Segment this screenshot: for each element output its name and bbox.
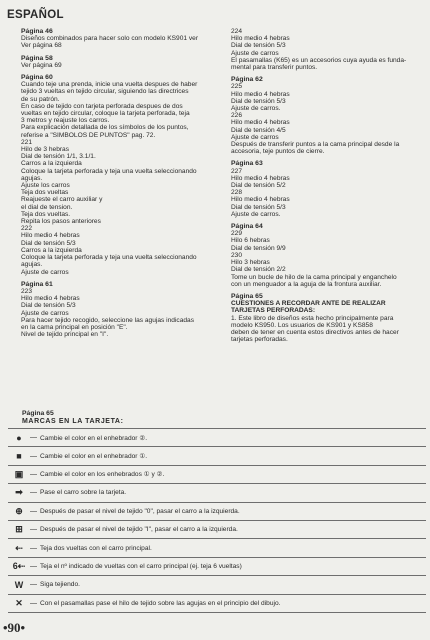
text-line: Diseños combinados para hacer solo con modelo KS901 ver [21, 35, 199, 43]
text-line: 221 [21, 138, 33, 146]
section-heading: Página 65 [231, 292, 263, 300]
text-line: Hilo medio 4 hebras [231, 90, 290, 98]
section-block [231, 160, 421, 218]
text-line: 223 [21, 287, 33, 295]
section-heading: Página 60 [21, 74, 53, 82]
text-line: Dial de tensión 4/5 [231, 126, 286, 134]
text-line: Ajuste de carros [231, 133, 279, 141]
text-line: con un menguador a la aguja de la frontura auxiliar. [231, 280, 382, 288]
filled-square-icon: ■ [16, 451, 22, 462]
marks-title: MARCAS EN LA TARJETA: [22, 418, 124, 425]
section-heading: Página 64 [231, 223, 263, 231]
text-line: Dial de tensión 5/3 [231, 203, 286, 211]
text-line: Coloque la tarjeta perforada y teja una vuelta seleccionando [21, 167, 197, 175]
dash-separator: — [30, 562, 37, 570]
needle-level-i-icon: ⊞ [15, 524, 23, 535]
section-block [21, 28, 211, 50]
text-line: Tome un bucle de hilo de la cama principal y enganchelo [231, 273, 397, 281]
text-line: Teja dos vueltas [21, 189, 69, 197]
text-line: Hilo 6 hebras [231, 237, 270, 245]
text-line: tejido 3 vueltas en tejido circular, siguiendo las directrices [21, 88, 189, 96]
square-dot-icon: ▣ [14, 468, 24, 479]
legend-text: Cambie el color en el enhebrador ①. [40, 453, 148, 461]
text-line: En caso de tejido con tarjeta perforada despues de dos [21, 102, 183, 110]
section-caps-title: CUESTIONES A RECORDAR ANTE DE REALIZAR [231, 300, 386, 308]
legend-text: Con el pasamallas pase el hilo de tejido sobre las agujas en el principio del dibujo. [40, 599, 281, 607]
text-line: Hilo 3 hebras [231, 259, 270, 267]
text-line: 225 [231, 83, 243, 91]
text-line: Después de transferir puntos a la cama principal desde la [231, 141, 400, 149]
text-line: Hilo medio 4 hebras [231, 196, 290, 204]
legend-row [8, 465, 426, 483]
text-line: Ajuste de carros. [231, 210, 281, 218]
text-line: referise a "SIMBOLOS DE PUNTOS" pag. 72. [21, 131, 156, 139]
text-line: Ver página 69 [21, 61, 62, 69]
text-line: Carros a la izquierda [21, 246, 82, 254]
text-line: Para explicación detallada de los símbolos de los puntos, [21, 124, 189, 132]
text-line: Cuando teje una prenda, inicie una vuelta despues de haber [21, 81, 198, 89]
cross-icon: ✕ [15, 597, 23, 608]
text-line: Coloque la tarjeta perforada y teja una vuelta seleccionando [21, 254, 197, 262]
text-line: agujas. [21, 174, 43, 182]
legend-text: Pase el carro sobre la tarjeta. [40, 489, 127, 497]
text-line: Dial de tensión 2/2 [231, 266, 286, 274]
needle-level-o-icon: ⊕ [15, 505, 23, 516]
legend-row [8, 520, 426, 538]
text-line: 3 metros y reajuste los carros. [21, 117, 110, 125]
section-heading: Página 46 [21, 28, 53, 35]
text-line: deben de tener en cuenta estos directivos antes de hacer [231, 328, 399, 336]
text-line: 229 [231, 230, 243, 238]
text-line: Hilo medio 4 hebras [231, 119, 290, 127]
section-heading: Página 62 [231, 76, 263, 84]
dash-separator: — [30, 599, 37, 607]
text-line: Reajueste el carro auxiliar y [21, 196, 103, 204]
text-line: Para hacer tejido recogido, seleccione las agujas indicadas [21, 316, 195, 324]
text-line: El pasamallas (K65) es un accesorios cuya ayuda es funda- [231, 56, 407, 64]
marks-page-ref: Página 65 [22, 410, 54, 417]
text-line: tarjetas perforadas. [231, 336, 288, 344]
legend-text: Teja dos vueltas con el carro principal. [40, 544, 152, 552]
marks-legend-table [8, 428, 426, 613]
dash-separator: — [30, 526, 37, 534]
text-line: Ajuste de carros [21, 268, 69, 276]
filled-dot-icon: ● [16, 432, 22, 443]
text-line: 1. Este libro de diseños esta hecho principalmente para [231, 314, 394, 322]
section-block [231, 223, 421, 288]
text-line: Carros a la izquierda [21, 160, 82, 168]
text-line: Dial de tensión 1/1, 3.1/1. [21, 153, 96, 161]
left-column [21, 28, 211, 343]
text-line: Ajuste de carros [21, 309, 69, 317]
text-line: Hilo medio 4 hebras [21, 232, 80, 240]
text-line: Dial de tensión 9/9 [231, 244, 286, 252]
text-line: 230 [231, 251, 243, 259]
text-line: accesoria, teje puntos de cierre. [231, 148, 325, 156]
section-block [21, 281, 211, 339]
text-line: el dial de tension. [21, 203, 73, 211]
dash-separator: — [30, 452, 37, 460]
arrow-right-icon: ➡ [15, 487, 23, 498]
section-heading: Página 63 [231, 160, 263, 168]
legend-text: Cambie el color en los enhebrados ① y ②. [40, 471, 165, 479]
text-line: Dial de tensión 5/3 [21, 302, 76, 310]
text-line: Repita los pasos anteriores [21, 218, 101, 226]
text-line: modelo KS950. Los usuarios de KS901 y KS858 [231, 321, 373, 329]
dash-separator: — [30, 470, 37, 478]
section-caps-title: TARJETAS PERFORADAS: [231, 307, 316, 315]
text-line: 222 [21, 225, 33, 233]
dash-separator: — [30, 434, 37, 442]
dash-separator: — [30, 489, 37, 497]
section-heading: Página 61 [21, 280, 53, 288]
legend-row [8, 428, 426, 446]
text-line: Dial de tensión 5/3 [21, 239, 76, 247]
section-block [231, 293, 421, 343]
text-line: Ver página 68 [21, 42, 62, 50]
text-line: Hilo medio 4 hebras [231, 35, 290, 43]
right-column [231, 28, 421, 348]
legend-row [8, 483, 426, 501]
section-block [231, 76, 421, 155]
text-line: Ajuste de carros. [231, 105, 281, 113]
text-line: Hilo medio 4 hebras [21, 295, 80, 303]
text-line: 226 [231, 112, 243, 120]
legend-row [8, 594, 426, 613]
legend-row [8, 446, 426, 464]
text-line: 228 [231, 189, 243, 197]
page-number: •90• [3, 620, 26, 635]
text-line: mental para transferir puntos. [231, 64, 318, 72]
legend-text: Siga tejiendo. [40, 581, 80, 589]
text-line: Teja dos vueltas. [21, 210, 71, 218]
section-heading: Página 58 [21, 54, 53, 62]
text-line: Nivel de tejido principal en "I". [21, 331, 109, 339]
dash-separator: — [30, 507, 37, 515]
text-line: Dial de tensión 5/2 [231, 182, 286, 190]
text-line: de su patrón. [21, 95, 60, 103]
section-block [21, 74, 211, 276]
legend-row [8, 557, 426, 575]
dash-separator: — [30, 544, 37, 552]
section-block [231, 28, 421, 71]
text-line: Hilo medio 4 hebras [231, 174, 290, 182]
dash-separator: — [30, 581, 37, 589]
marks-heading [22, 410, 124, 426]
legend-row [8, 502, 426, 520]
count-arrow-icon: 6⇠ [12, 560, 26, 571]
text-line: Hilo de 3 hebras [21, 146, 70, 154]
legend-text: Después de pasar el nivel de tejido "0", pasar el carro a la izquierda. [40, 507, 240, 515]
text-line: en la cama principal en posición "E". [21, 323, 128, 331]
text-line: Dial de tensión 5/3 [231, 97, 286, 105]
legend-text: Después de pasar el nivel de tejido "I", pasar el carro a la izquierda. [40, 526, 238, 534]
text-line: 224 [231, 28, 243, 35]
legend-row [8, 538, 426, 556]
language-heading: ESPAÑOL [7, 9, 64, 21]
text-line: vueltas en tejido circular, coloque la tarjeta perforada, teja [21, 110, 190, 118]
arrow-left-icon: ⇠ [15, 542, 23, 553]
text-line: Ajuste de carros [231, 49, 279, 57]
legend-text: Teja el nº indicado de vueltas con el carro principal (ej. teja 6 vueltas) [40, 562, 242, 570]
section-block [21, 55, 211, 69]
text-line: Dial de tensión 5/3 [231, 42, 286, 50]
legend-row [8, 575, 426, 593]
text-line: Ajuste los carros [21, 182, 70, 190]
text-line: agujas. [21, 261, 43, 269]
text-line: 227 [231, 167, 243, 175]
legend-text: Cambie el color en el enhebrador ②. [40, 434, 148, 442]
w-mark-icon: W [14, 579, 24, 590]
